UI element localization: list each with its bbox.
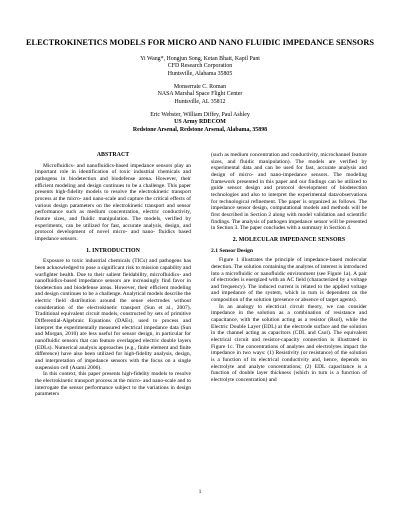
section2-heading: 2. MOLECULAR IMPEDANCE SENSORS: [232, 236, 346, 243]
org-nasa: NASA Marshal Space Flight Center: [157, 91, 243, 98]
intro-continuation: (such as medium concentration and conductivity, microchannel feature sizes, and fluidic manipulation). The models are verified by experimental data and can be used for fast, accurate analysis and design of micro- and nano-impedance sensors. The modeling framework presented in this paper and our findings can be utilized to guide sensor design and protocol development of biodetection technologies and also to interpret the experimental data/observations for technological refinement. The paper is organized as follows. The impedance sensor design, computational models and methods will be first described in Section 2 along with model validation and scientific findings. The analysis of pathogen impedance sensor will be presented in Section 3. The paper concludes with a summary in Section 4.: [211, 152, 367, 232]
authors-nasa: Monserrate C. Roman: [173, 84, 227, 90]
affiliation-cfd: [40, 56, 360, 78]
affiliation-nasa: [40, 84, 360, 106]
section21-paragraph-2: In an analogy to electrical circuit theory, we can consider impedance in the solution as a combination of resistance and capacitance, with the solution acting as a resistor (Rsol), while the Electric Double Layer (EDL) at the electrode surface and the solution in the channel acting as capacitors (CDL and Csol). The equivalent electrical circuit and resistor-capacity connection is illustrated in Figure 1c. The concentrations of analytes and electrolytes impact the impedance in two ways: (1) Resistivity (or resistance) of the solution is a function of its electrical conductivity and, hence, depends on electrolyte and analyte concentrations; (2) EDL capacitance is a function of double layer thickness (which in turn is a function of electrolyte concentration) and: [211, 303, 367, 383]
authors-cfd: Yi Wang*, Hongjun Song, Ketan Bhatt, Kapil Pant: [140, 56, 260, 62]
address-army: Redstone Arsenal, Redstone Arsenal, Alabama, 35898: [132, 126, 268, 133]
intro-paragraph-2: In this context, this paper presents high-fidelity models to resolve the electrokinetic transport process at the micro- and nano-scale and to interrogate the sensor performance subject to the variations in design parameters: [35, 371, 191, 398]
paper-title: ELECTROKINETICS MODELS FOR MICRO AND NANO FLUIDIC IMPEDANCE SENSORS: [25, 38, 374, 47]
right-column: [211, 152, 367, 384]
abstract-heading: ABSTRACT: [96, 152, 130, 158]
left-column: [35, 152, 191, 398]
page-number: 1: [198, 489, 202, 495]
section21-heading: 2.1 Sensor Design: [211, 247, 254, 254]
authors-army: Eric Webster, William Diffey, Paul Ashley: [150, 112, 250, 118]
affiliation-army: [40, 112, 360, 134]
org-army: US Army RDECOM: [174, 119, 226, 126]
address-cfd: Huntsville, Alabama 35805: [167, 70, 233, 77]
intro-heading: 1. INTRODUCTION: [86, 247, 140, 254]
address-nasa: Huntsville, AL 35812: [174, 98, 226, 105]
abstract-text: Microfluidics- and nanofluidics-based impedance sensors play an important role in identification of toxic industrial chemicals and pathogens in biodetection and biodefense arena. However, their efficient modeling and design continues to be a challenge. This paper presents high-fidelity models to resolve the electrokinetic transport process at the micro- and nano-scale and capture the critical effects of various design parameters on the electrokinetic transport and sensor performance such as medium concentration, electric conductivity, feature sizes, and fluidic manipulation. The models, verified by experiments, can be utilized for fast, accurate analysis, design, and protocol development of novel micro- and nano- fluidics based impedance sensors.: [35, 162, 191, 242]
section21-paragraph-1: Figure 1 illustrates the principle of impedance-based molecular detection. The solution containing the analytes of interest is introduced into a microfluidic or nanofluidic environment (see Figure 1a). A pair of electrodes is energized with an AC field (characterized by a voltage and frequency). The induced current is related to the applied voltage and impedance of the system, which in turn is dependent on the composition of the solution (presence or absence of target agents).: [211, 257, 367, 304]
org-cfd: CFD Research Corporation: [167, 63, 233, 70]
intro-paragraph-1: Exposure to toxic industrial chemicals (TICs) and pathogens has been acknowledged to pose a significant risk to mission capability and warfighter health. Due to their salient fieldability, microfluidics- and nanofluidics-based impedance sensors are increasingly find favor in biodetection and biodefense areas. However, their efficient modeling and design continues to be a challenge. Analytical models describe the electric field distribution around the sense electrodes without consideration of the electrokinetic transport (Sun et al., 2007). Traditional equivalent circuit models, constructed by sets of primitive Differential-Algebraic Equations (DAEs), used to process and interpret the experimentally measured electrical impedance data (Sun and Morgan, 2010) are less useful for sensor design, in particular for nanofluidic sensors that can feature overlapped electric double layers (EDLs). Numerical analysis approaches (e.g., finite element and finite difference) have also been utilized for high-fidelity analysis, design, and interpretation of impedance sensors with the focus on a single suspension cell (Asami 2006).: [35, 258, 191, 371]
